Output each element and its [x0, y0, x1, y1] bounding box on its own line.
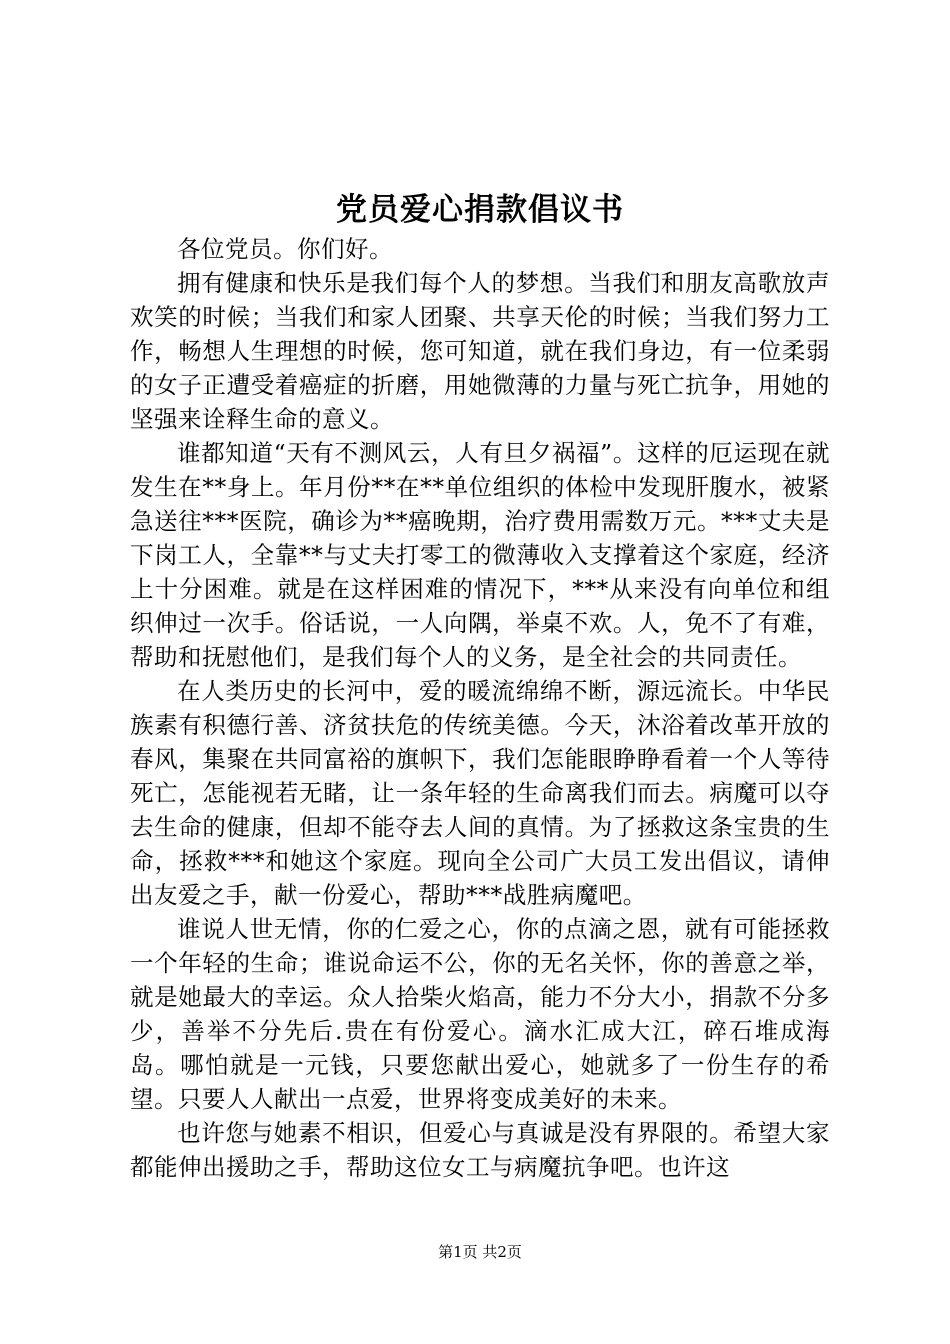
- paragraph-greeting: 各位党员。你们好。: [177, 235, 393, 263]
- paragraph: 谁都知道“天有不测风云，人有旦夕祸福”。这样的厄运现在就发生在**身上。年月份**在**单位组织的体检中发现肝腹水，被紧急送往***医院，确诊为**癌晚期，治疗费用需数万元。***丈夫是下岗工人，全靠**与丈夫打零工的微薄收入支撑着这个家庭，经济上十分困难。就是在这样困难的情况下，***从来没有向单位和组织伸过一次手。俗话说，一人向隅，举桌不欢。人，免不了有难，帮助和抚慰他们，是我们每个人的义务，是全社会的共同责任。: [130, 439, 830, 671]
- paragraph: 在人类历史的长河中，爱的暖流绵绵不断，源远流长。中华民族素有积德行善、济贫扶危的传统美德。今天，沐浴着改革开放的春风，集聚在共同富裕的旗帜下，我们怎能眼睁睁看着一个人等待死亡，怎能视若无睹，让一条年轻的生命离我们而去。病魔可以夺去生命的健康，但却不能夺去人间的真情。为了拯救这条宝贵的生命，拯救***和她这个家庭。现向全公司广大员工发出倡议，请伸出友爱之手，献一份爱心，帮助***战胜病魔吧。: [130, 677, 830, 909]
- page-footer: 第1页 共2页: [438, 1243, 522, 1261]
- paragraph: 拥有健康和快乐是我们每个人的梦想。当我们和朋友高歌放声欢笑的时候；当我们和家人团聚、共享天伦的时候；当我们努力工作，畅想人生理想的时候，您可知道，就在我们身边，有一位柔弱的女子正遭受着癌症的折磨，用她微薄的力量与死亡抗争，用她的坚强来诠释生命的意义。: [130, 269, 830, 433]
- document-page: [130, 0, 830, 1344]
- paragraph: 也许您与她素不相识，但爱心与真诚是没有界限的。希望大家都能伸出援助之手，帮助这位女工与病魔抗争吧。也许这: [130, 1119, 830, 1181]
- document-title: 党员爱心捐款倡议书: [336, 192, 624, 228]
- document-body: [130, 232, 830, 1184]
- paragraph: 谁说人世无情，你的仁爱之心，你的点滴之恩，就有可能拯救一个年轻的生命；谁说命运不公，你的无名关怀，你的善意之举，就是她最大的幸运。众人拾柴火焰高，能力不分大小，捐款不分多少，善举不分先后.贵在有份爱心。滴水汇成大江，碎石堆成海岛。哪怕就是一元钱，只要您献出爱心，她就多了一份生存的希望。只要人人献出一点爱，世界将变成美好的未来。: [130, 915, 830, 1113]
